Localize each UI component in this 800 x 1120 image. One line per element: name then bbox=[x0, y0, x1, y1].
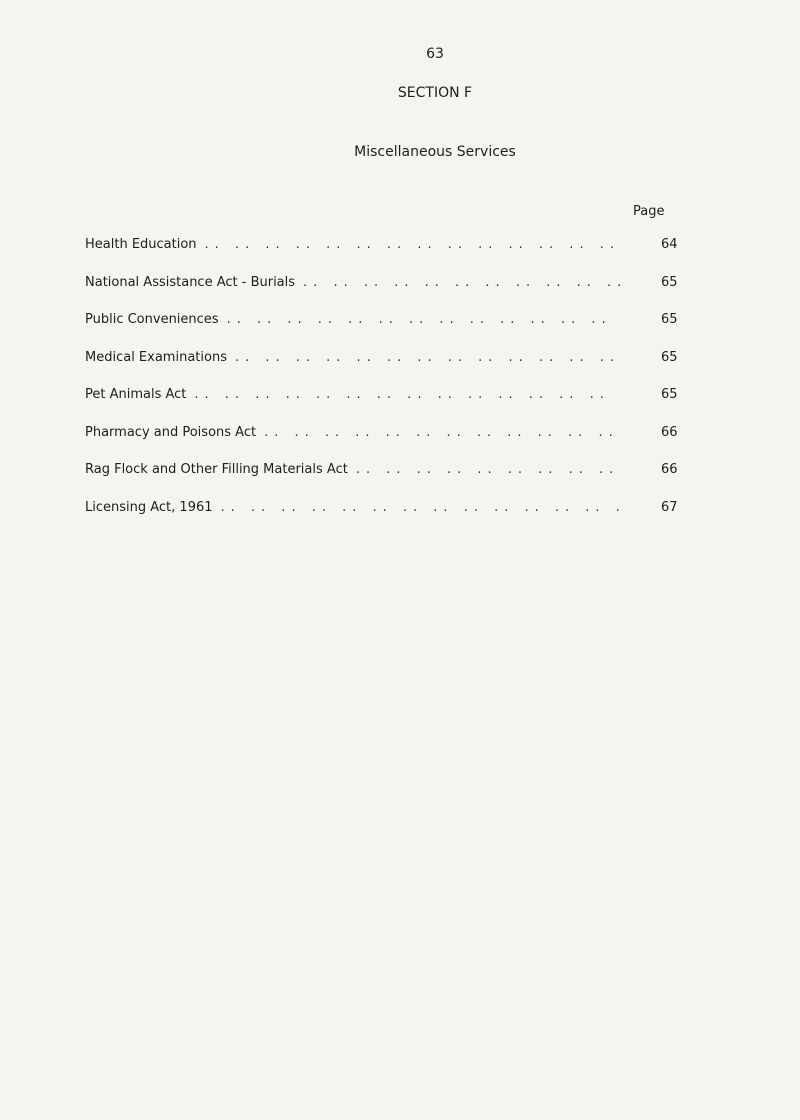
toc-entry-title: Rag Flock and Other Filling Materials Act bbox=[85, 462, 348, 477]
dot-leader bbox=[219, 312, 621, 327]
section-title: SECTION F bbox=[397, 85, 473, 101]
toc-entry-medical-examinations bbox=[85, 350, 685, 388]
page-column-header: Page bbox=[633, 204, 665, 219]
toc-entry-title: Pharmacy and Poisons Act bbox=[85, 424, 257, 440]
dot-leader bbox=[227, 350, 621, 365]
toc-entry-pet-animals-act bbox=[85, 387, 685, 425]
toc-entry-rag-flock-act bbox=[85, 462, 685, 500]
section-subtitle: Miscellaneous Services bbox=[354, 144, 516, 160]
page-number: 63 bbox=[426, 46, 444, 62]
toc-entry-page: 65 bbox=[661, 274, 678, 290]
toc-entry-page: 65 bbox=[661, 387, 678, 402]
toc-entry-title: Public Conveniences bbox=[85, 312, 219, 327]
toc-entry-national-assistance-act bbox=[85, 275, 685, 313]
toc-entry-page: 67 bbox=[661, 499, 678, 515]
dot-leader bbox=[256, 425, 621, 440]
toc-entry-pharmacy-and-poisons-act bbox=[85, 425, 685, 463]
toc-entry-licensing-act bbox=[85, 500, 685, 538]
toc-entry-health-education bbox=[85, 237, 685, 275]
toc-entry-page: 65 bbox=[661, 349, 678, 365]
toc-entry-public-conveniences bbox=[85, 312, 685, 350]
dot-leader bbox=[197, 237, 621, 252]
dot-leader bbox=[213, 500, 621, 515]
table-of-contents bbox=[85, 237, 685, 537]
toc-entry-title: Pet Animals Act bbox=[85, 387, 187, 402]
toc-entry-title: National Assistance Act - Burials bbox=[85, 274, 296, 290]
toc-entry-title: Licensing Act, 1961 bbox=[85, 499, 213, 515]
dot-leader bbox=[295, 275, 621, 290]
dot-leader bbox=[186, 387, 621, 402]
toc-entry-page: 66 bbox=[661, 424, 678, 440]
toc-entry-page: 65 bbox=[661, 312, 678, 327]
dot-leader bbox=[348, 462, 621, 477]
toc-entry-page: 64 bbox=[661, 237, 678, 252]
toc-entry-page: 66 bbox=[661, 462, 678, 477]
toc-entry-title: Medical Examinations bbox=[85, 349, 227, 365]
toc-entry-title: Health Education bbox=[85, 237, 197, 252]
